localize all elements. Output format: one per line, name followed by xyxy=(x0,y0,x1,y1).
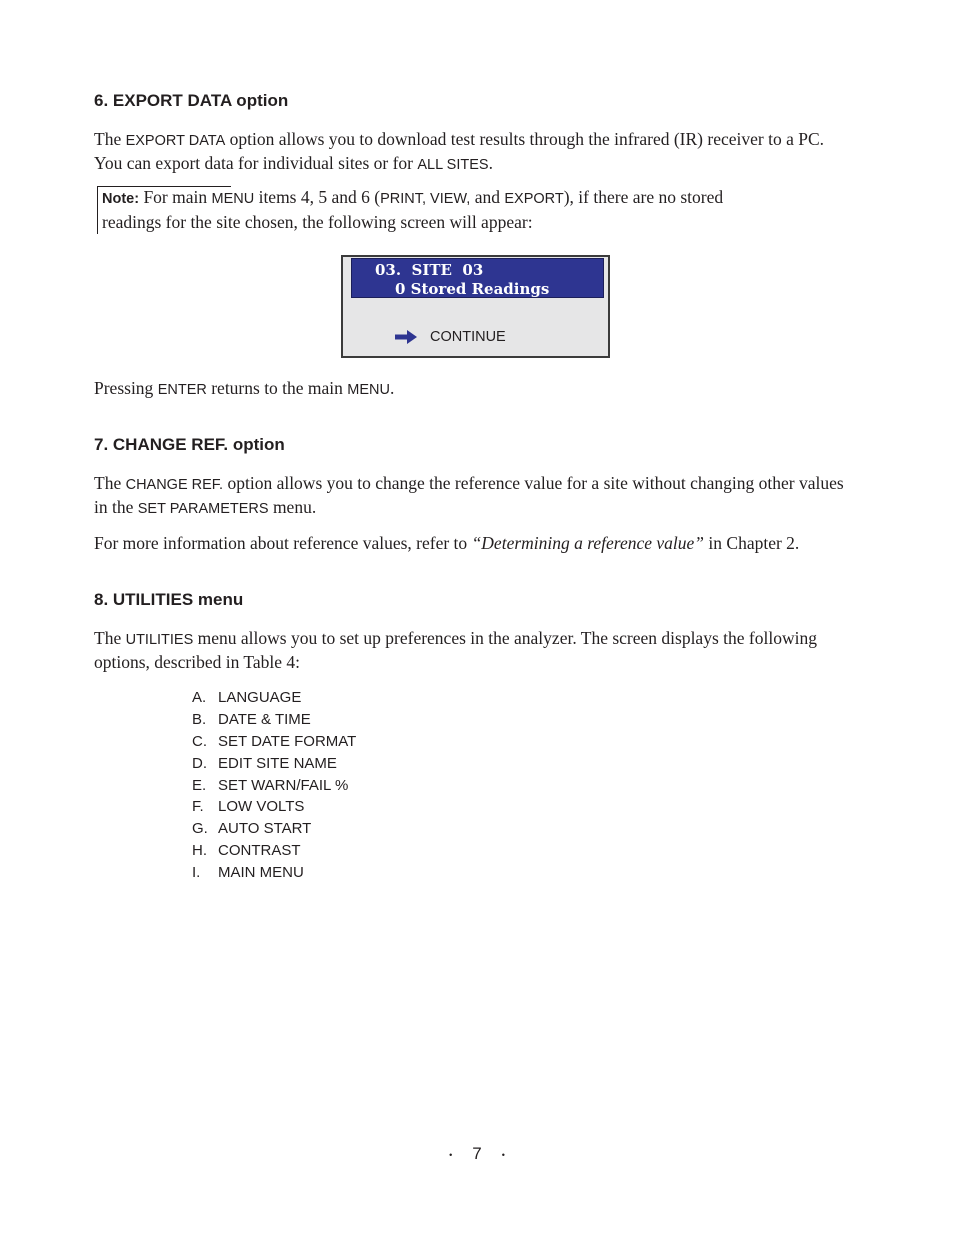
utilities-paragraph: The UTILITIES menu allows you to set up preferences in the analyzer. The screen displays the following options, described in Table 4: xyxy=(94,628,817,672)
list-item: B. DATE & TIME xyxy=(192,710,311,728)
note-box: Note: For main MENU items 4, 5 and 6 (PRINT, VIEW, and EXPORT), if there are no stored readings for the site chosen, the following screen will appear: xyxy=(97,186,742,234)
screen-readings-line: 0 Stored Readings xyxy=(395,280,550,298)
page-number: 7 xyxy=(472,1144,482,1163)
list-item: I. MAIN MENU xyxy=(192,864,304,882)
screen-site-line: 03. SITE 03 xyxy=(375,261,484,279)
utilities-options-list xyxy=(192,687,356,884)
section-heading-utilities: 8. UTILITIES menu xyxy=(94,590,244,609)
page-footer xyxy=(0,1144,954,1164)
list-item: G. AUTO START xyxy=(192,820,312,838)
export-data-paragraph: The EXPORT DATA option allows you to download test results through the infrared (IR) receiver to a PC. You can export data for individual sites or for ALL SITES. xyxy=(94,129,825,173)
list-item: F. LOW VOLTS xyxy=(192,798,305,816)
note-label: Note: xyxy=(102,191,140,207)
reference-info-paragraph: For more information about reference values, refer to “Determining a reference value” in Chapter 2. xyxy=(94,533,800,553)
list-item: A. LANGUAGE xyxy=(192,689,302,706)
chapter-reference: “Determining a reference value” xyxy=(471,533,705,553)
arrow-right-icon xyxy=(395,330,417,344)
list-item: C. SET DATE FORMAT xyxy=(192,732,357,750)
device-screen-illustration xyxy=(341,255,610,358)
change-ref-paragraph: The CHANGE REF. option allows you to change the reference value for a site without changing other values in the SET PARAMETERS menu. xyxy=(94,473,844,517)
screen-header-bar xyxy=(351,258,604,298)
screen-continue-option: CONTINUE xyxy=(430,329,506,345)
footer-bullet-left: • xyxy=(449,1149,453,1160)
list-item: H. CONTRAST xyxy=(192,842,301,860)
section-heading-change-ref: 7. CHANGE REF. option xyxy=(94,435,285,454)
list-item: D. EDIT SITE NAME xyxy=(192,754,337,772)
pressing-enter-paragraph: Pressing ENTER returns to the main MENU. xyxy=(94,378,395,398)
section-heading-export-data: 6. EXPORT DATA option xyxy=(94,91,289,110)
footer-bullet-right: • xyxy=(501,1149,505,1160)
list-item: E. SET WARN/FAIL % xyxy=(192,776,349,794)
